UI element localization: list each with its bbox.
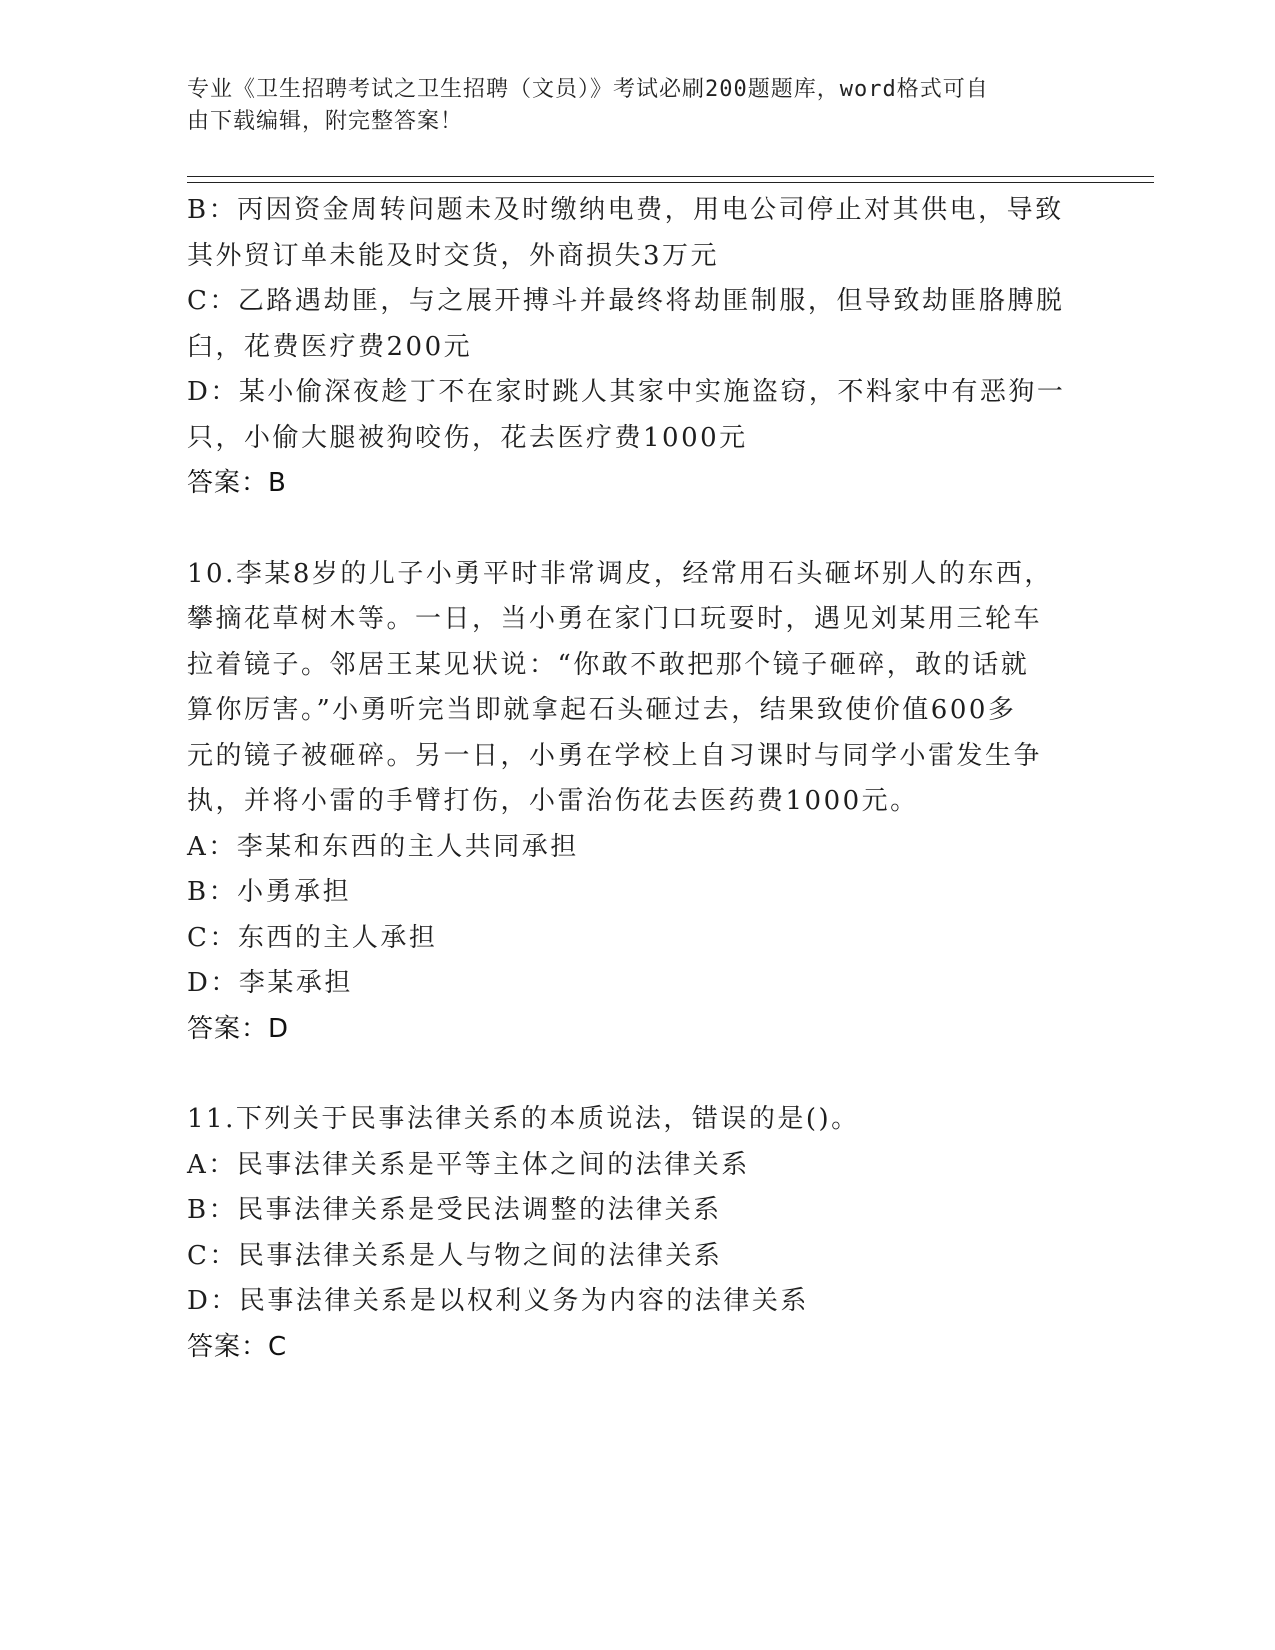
question-stem: 11.下列关于民事法律关系的本质说法，错误的是()。 — [187, 1104, 860, 1134]
option-b: B：民事法律关系是受民法调整的法律关系 — [187, 1195, 722, 1225]
question-11 — [187, 1097, 1087, 1370]
header-line-1: 专业《卫生招聘考试之卫生招聘（文员）》考试必刷200题题库，word格式可自 — [187, 77, 989, 102]
answer-line: 答案：B — [187, 468, 287, 498]
header-divider-top — [187, 176, 1154, 177]
question-stem-line-1: 10.李某8岁的儿子小勇平时非常调皮，经常用石头砸坏别人的东西， — [187, 558, 1053, 589]
option-c: C：东西的主人承担 — [187, 922, 438, 953]
question-10 — [187, 552, 1087, 1053]
option-a: A：李某和东西的主人共同承担 — [187, 831, 579, 862]
document-body — [187, 188, 1087, 1370]
option-c: C：民事法律关系是人与物之间的法律关系 — [187, 1240, 723, 1271]
document-header — [187, 74, 1067, 138]
option-b-line-2: 其外贸订单未能及时交货，外商损失3万元 — [187, 240, 720, 271]
question-stem-line-5: 元的镜子被砸碎。另一日，小勇在学校上自习课时与同学小雷发生争 — [187, 740, 1043, 771]
answer-line: 答案：D — [187, 1013, 290, 1044]
option-c-line-2: 臼，花费医疗费200元 — [187, 331, 473, 362]
option-b-line-1: B：丙因资金周转问题未及时缴纳电费，用电公司停止对其供电，导致 — [187, 195, 1064, 225]
option-d-line-1: D：某小偷深夜趁丁不在家时跳人其家中实施盗窃，不料家中有恶狗一 — [187, 377, 1066, 407]
header-line-2: 由下载编辑，附完整答案！ — [187, 109, 464, 134]
option-a: A：民事法律关系是平等主体之间的法律关系 — [187, 1149, 750, 1180]
option-b: B：小勇承担 — [187, 877, 352, 907]
option-d: D：李某承担 — [187, 968, 353, 998]
option-d-line-2: 只，小偷大腿被狗咬伤，花去医疗费1000元 — [187, 422, 748, 453]
question-stem-line-3: 拉着镜子。邻居王某见状说：“你敢不敢把那个镜子砸碎，敢的话就 — [187, 649, 1030, 680]
header-divider-bottom — [187, 182, 1154, 183]
question-9-continued — [187, 188, 1087, 507]
question-stem-line-2: 攀摘花草树木等。一日，当小勇在家门口玩耍时，遇见刘某用三轮车 — [187, 604, 1043, 634]
spacer — [187, 1052, 1087, 1097]
option-c-line-1: C：乙路遇劫匪，与之展开搏斗并最终将劫匪制服，但导致劫匪胳膊脱 — [187, 286, 1065, 316]
answer-line: 答案：C — [187, 1331, 288, 1362]
question-stem-line-6: 执，并将小雷的手臂打伤，小雷治伤花去医药费1000元。 — [187, 786, 919, 816]
option-d: D：民事法律关系是以权利义务为内容的法律关系 — [187, 1286, 809, 1316]
question-stem-line-4: 算你厉害。”小勇听完当即就拿起石头砸过去，结果致使价值600多 — [187, 695, 1017, 725]
spacer — [187, 507, 1087, 552]
